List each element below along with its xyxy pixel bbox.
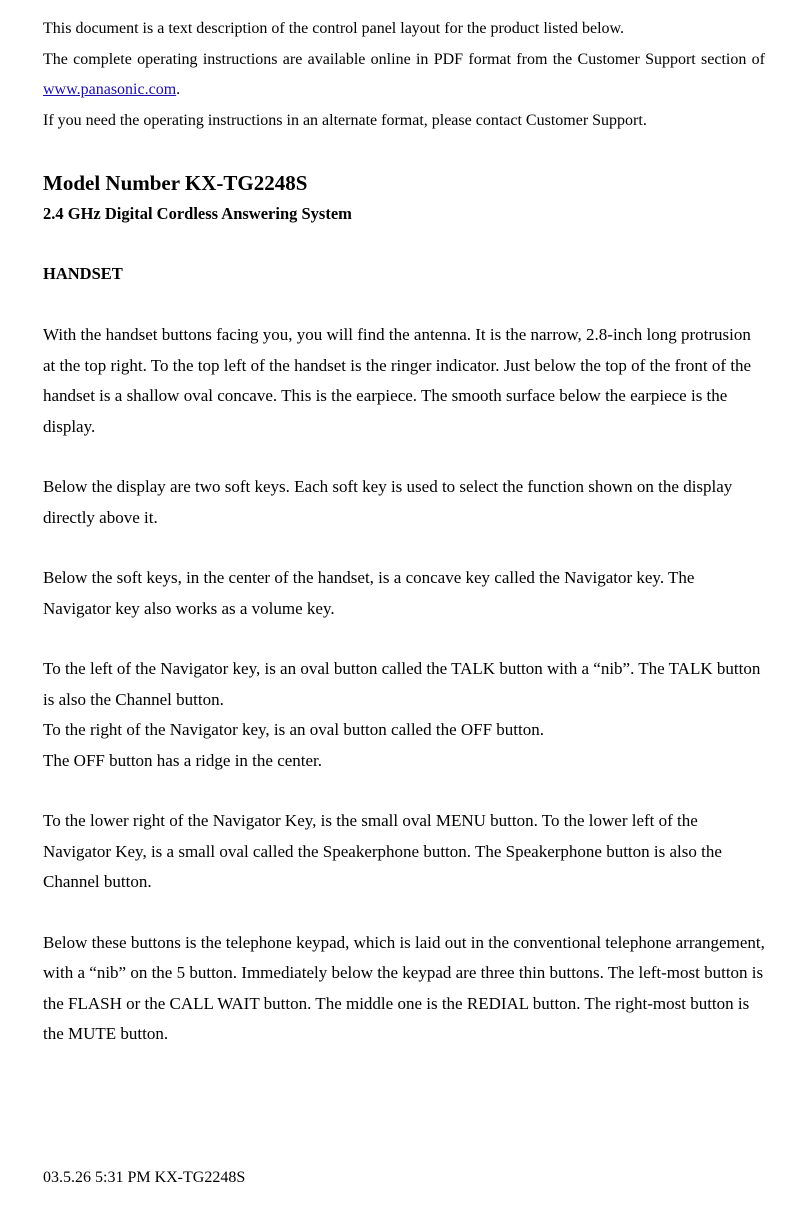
section-heading-handset: HANDSET	[43, 264, 123, 283]
paragraph-navigator: Below the soft keys, in the center of the handset, is a concave key called the Navigator key. The Navigator key also works as a volume key.	[43, 568, 695, 618]
intro-line-2	[43, 45, 765, 106]
paragraph-off-ridge: The OFF button has a ridge in the center.	[43, 750, 323, 770]
paragraph-keypad: Below these buttons is the telephone keypad, which is laid out in the conventional telephone arrangement, with a “nib” on the 5 button. Immediately below the keypad are three thin buttons. The left-most button is the FLASH or the CALL WAIT button. The middle one is the REDIAL button. The right-most button is the MUTE button.	[43, 932, 765, 1043]
intro-block	[43, 14, 765, 136]
model-title: Model Number KX-TG2248S	[43, 171, 308, 195]
intro-line-1: This document is a text description of the control panel layout for the product listed below.	[43, 20, 625, 37]
paragraph-talk-button: To the left of the Navigator key, is an oval button called the TALK button with a “nib”. The TALK button is also the Channel button.	[43, 659, 761, 709]
handset-description	[43, 320, 765, 1080]
panasonic-link[interactable]: www.panasonic.com	[43, 81, 177, 98]
intro-line-2-prefix: The complete operating instructions are available online in PDF format from the Customer Support section of	[43, 50, 765, 68]
page-footer: 03.5.26 5:31 PM KX-TG2248S	[43, 1169, 246, 1186]
document-page	[43, 14, 765, 1043]
paragraph-off-button: To the right of the Navigator key, is an oval button called the OFF button.	[43, 720, 545, 739]
paragraph-soft-keys: Below the display are two soft keys. Each soft key is used to select the function shown on the display directly above it.	[43, 477, 733, 527]
intro-line-3: If you need the operating instructions in an alternate format, please contact Customer Support.	[43, 111, 647, 129]
intro-line-2-suffix: .	[176, 81, 181, 98]
paragraph-menu-speakerphone: To the lower right of the Navigator Key, is the small oval MENU button. To the lower left of the Navigator Key, is a small oval called the Speakerphone button. The Speakerphone button is also the Channel button.	[43, 811, 722, 891]
product-subtitle: 2.4 GHz Digital Cordless Answering System	[43, 204, 352, 223]
paragraph-antenna: With the handset buttons facing you, you will find the antenna. It is the narrow, 2.8-inch long protrusion at the top right. To the top left of the handset is the ringer indicator. Just below the top of the front of the handset is a shallow oval concave. This is the earpiece. The smooth surface below the earpiece is the display.	[43, 325, 752, 436]
